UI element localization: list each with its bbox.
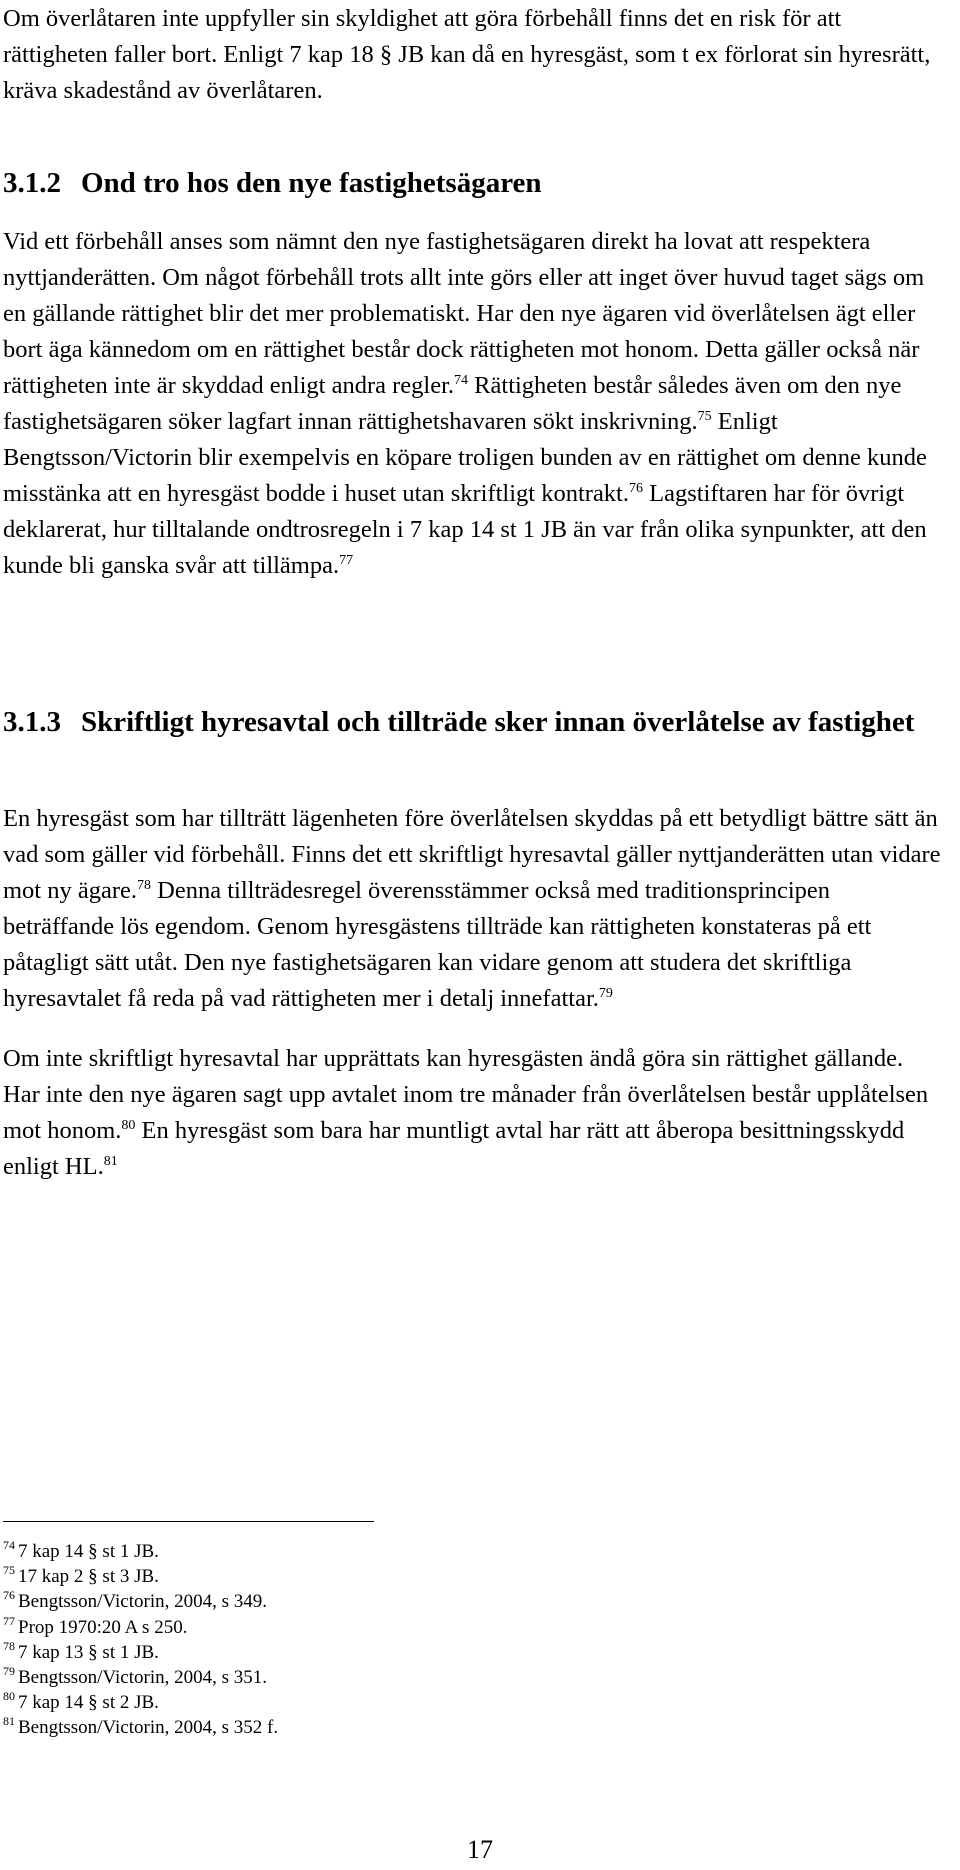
section-number: 3.1.2	[3, 167, 61, 199]
footnote-reference: 78	[137, 878, 152, 893]
paragraph-text: En hyresgäst som har tillträtt lägenheten före överlåtelsen skyddas på ett betydligt bättre sätt än vad som gäller vid förbehåll. Finns det ett skriftligt hyresavtal gäller nyttjanderätten utan vidare mot ny ägare.	[3, 805, 941, 904]
section-heading	[3, 702, 943, 742]
footnote-text: Bengtsson/Victorin, 2004, s 352 f.	[18, 1717, 279, 1739]
section-3-1-3-paragraph-1-block	[3, 801, 943, 1017]
footnote	[3, 1615, 603, 1640]
footnote-number: 78	[3, 1638, 15, 1653]
footnote-number: 79	[3, 1664, 15, 1679]
footnote-text: Prop 1970:20 A s 250.	[18, 1616, 188, 1638]
section-3-1-2-body-block	[3, 224, 943, 584]
section-3-1-3-paragraph-2-block	[3, 1041, 943, 1185]
footnotes-list	[3, 1539, 603, 1741]
section-3-1-2-heading-block	[3, 163, 943, 203]
footnote	[3, 1715, 603, 1740]
paragraph-text: Lagstiftaren har för övrigt deklarerat, hur tilltalande ondtrosregeln i 7 kap 14 st 1 JB än var från olika synpunkter, att den kunde bli ganska svår att tillämpa.	[3, 480, 927, 579]
footnote-reference: 80	[121, 1118, 136, 1133]
footnote-reference: 74	[454, 373, 469, 388]
paragraph-text: Denna tillträdesregel överensstämmer också med traditionsprincipen beträffande lös egendom. Genom hyresgästens tillträde kan rättigheten konstateras på ett påtagligt sätt utåt. Den nye fastighetsägaren kan vidare genom att studera det skriftliga hyresavtalet få reda på vad rättigheten mer i detalj innefattar.	[3, 877, 872, 1012]
paragraph-text: Vid ett förbehåll anses som nämnt den nye fastighetsägaren direkt ha lovat att respektera nyttjanderätten. Om något förbehåll trots allt inte görs eller att inget över huvud taget sägs om en gällande rättighet blir det mer problematiskt. Har den nye ägaren vid överlåtelsen ägt eller bort äga kännedom om en rättighet består dock rättigheten mot honom. Detta gäller också när rättigheten inte är skyddad enligt andra regler.	[3, 228, 925, 399]
section-title: Ond tro hos den nye fastighetsägaren	[81, 167, 542, 199]
footnote-text: 7 kap 14 § st 2 JB.	[18, 1692, 159, 1714]
section-3-1-3-paragraph-1	[3, 801, 943, 1017]
paragraph-text: Rättigheten består således även om den nye fastighetsägaren söker lagfart innan rättighetshavaren sökt inskrivning.	[3, 372, 902, 435]
footnote-number: 76	[3, 1588, 15, 1603]
footnote-reference: 81	[103, 1154, 118, 1169]
footnote	[3, 1539, 603, 1564]
footnote	[3, 1589, 603, 1614]
footnote	[3, 1665, 603, 1690]
section-3-1-2-paragraph	[3, 224, 943, 584]
footnote-number: 74	[3, 1538, 15, 1552]
footnote-reference: 79	[598, 986, 613, 1001]
footnote	[3, 1690, 603, 1715]
footnote-number: 80	[3, 1689, 15, 1704]
footnote-reference: 75	[697, 409, 712, 424]
intro-paragraph-block	[3, 1, 943, 109]
paragraph-text: Om inte skriftligt hyresavtal har upprättats kan hyresgästen ändå göra sin rättighet gällande. Har inte den nye ägaren sagt upp avtalet inom tre månader från överlåtelsen består upplåtelsen mot honom.	[3, 1045, 929, 1144]
section-number: 3.1.3	[3, 706, 61, 738]
footnote-text: Bengtsson/Victorin, 2004, s 349.	[18, 1591, 268, 1613]
intro-paragraph: Om överlåtaren inte uppfyller sin skyldighet att göra förbehåll finns det en risk för att rättigheten faller bort. Enligt 7 kap 18 § JB kan då en hyresgäst, som t ex förlorat sin hyresrätt, kräva skadestånd av överlåtaren.	[3, 5, 931, 104]
footnote-text: 7 kap 13 § st 1 JB.	[18, 1641, 159, 1663]
footnote	[3, 1640, 603, 1665]
footnote-reference: 76	[629, 481, 643, 496]
footnote-separator	[3, 1521, 374, 1522]
page-number: 17	[467, 1835, 493, 1864]
section-title: Skriftligt hyresavtal och tillträde sker innan överlåtelse av fastighet	[81, 706, 915, 738]
footnote-number: 81	[3, 1714, 15, 1729]
section-3-1-3-heading-block	[3, 702, 943, 742]
footnote	[3, 1564, 603, 1589]
footnote-text: 17 kap 2 § st 3 JB.	[18, 1566, 159, 1588]
footnote-text: Bengtsson/Victorin, 2004, s 351.	[18, 1667, 268, 1689]
footnote-number: 77	[3, 1613, 15, 1628]
section-3-1-3-paragraph-2	[3, 1041, 943, 1185]
paragraph-text: En hyresgäst som bara har muntligt avtal har rätt att åberopa besittningsskydd enligt HL.	[3, 1117, 905, 1180]
footnote-text: 7 kap 14 § st 1 JB.	[18, 1541, 159, 1562]
footnote-reference: 77	[339, 553, 354, 568]
section-heading	[3, 163, 943, 203]
footnote-number: 75	[3, 1563, 15, 1578]
paragraph-text: Enligt Bengtsson/Victorin blir exempelvis en köpare troligen bunden av en rättighet om denne kunde misstänka att en hyresgäst bodde i huset utan skriftligt kontrakt.	[3, 408, 927, 507]
